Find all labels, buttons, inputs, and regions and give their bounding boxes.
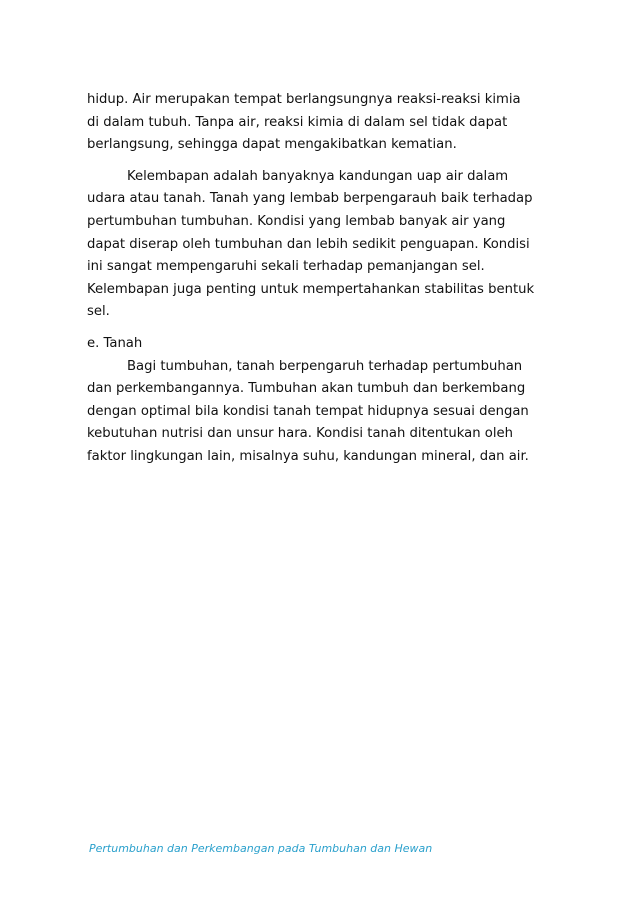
paragraph-2-line-6: Kelembapan juga penting untuk mempertahankan stabilitas bentuk (87, 281, 535, 297)
paragraph-1-line-2: di dalam tubuh. Tanpa air, reaksi kimia di dalam sel tidak dapat (87, 114, 508, 130)
paragraph-3-line-2: dan perkembangannya. Tumbuhan akan tumbuh dan berkembang (87, 381, 526, 397)
page-number: 19 (556, 819, 605, 863)
paragraph-gap (87, 157, 557, 166)
paragraph-2-line-5: ini sangat mempengaruhi sekali terhadap pemanjangan sel. (87, 259, 485, 275)
paragraph-3-line-4: kebutuhan nutrisi dan unsur hara. Kondisi tanah ditentukan oleh (87, 426, 513, 442)
paragraph-2-line-4: dapat diserap oleh tumbuhan dan lebih sedikit penguapan. Kondisi (87, 236, 530, 252)
paragraph-3-line-1: Bagi tumbuhan, tanah berpengaruh terhadap pertumbuhan (127, 358, 523, 374)
footer-title: Pertumbuhan dan Perkembangan pada Tumbuhan dan Hewan (89, 842, 433, 855)
section-heading: e. Tanah (87, 335, 143, 351)
paragraph-2-line-2: udara atau tanah. Tanah yang lembab berpengarauh baik terhadap (87, 191, 533, 207)
paragraph-1-line-1: hidup. Air merupakan tempat berlangsungnya reaksi-reaksi kimia (87, 92, 521, 107)
paragraph-1-line-3: berlangsung, sehingga dapat mengakibatkan kematian. (87, 137, 457, 153)
paragraph-3-line-5: faktor lingkungan lain, misalnya suhu, kandungan mineral, dan air. (87, 448, 529, 464)
paragraph-gap (87, 324, 557, 333)
paragraph-2-line-7: sel. (87, 304, 110, 320)
paragraph-2-line-3: pertumbuhan tumbuhan. Kondisi yang lembab banyak air yang (87, 213, 506, 229)
paragraph-3-line-3: dengan optimal bila kondisi tanah tempat hidupnya sesuai dengan (87, 403, 529, 419)
body-text (87, 89, 557, 469)
paragraph-2-line-1: Kelembapan adalah banyaknya kandungan uap air dalam (127, 168, 509, 184)
